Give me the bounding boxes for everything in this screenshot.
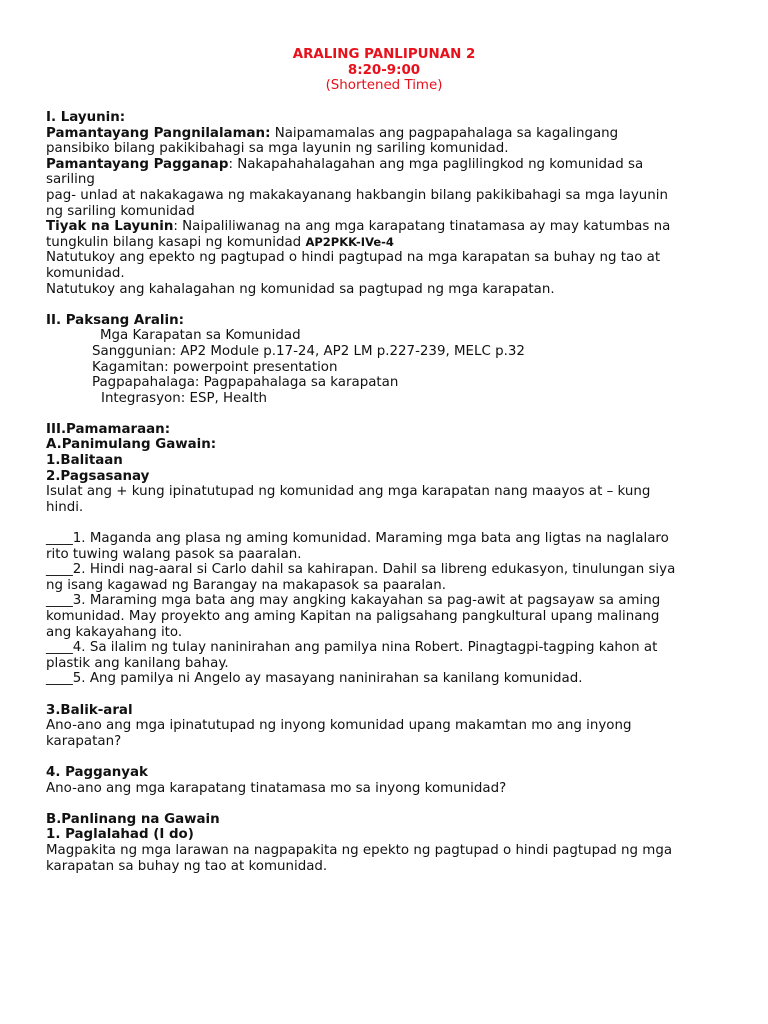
paksa-topic: Mga Karapatan sa Komunidad xyxy=(100,328,301,344)
paksa-pagpapahalaga: Pagpapahalaga: Pagpapahalaga sa karapatan xyxy=(92,375,399,391)
subheading-balikaral: 3.Balik-aral xyxy=(46,702,133,718)
subheading-panimula: A.Panimulang Gawain: xyxy=(46,437,217,453)
exercise-line: ____5. Ang pamilya ni Angelo ay masayang naninirahan sa kanilang komunidad. xyxy=(46,671,583,687)
spacer xyxy=(46,515,726,531)
paglalahad-line1: Magpakita ng mga larawan na nagpapakita ng epekto ng pagtupad o hindi pagtupad ng mga xyxy=(46,842,673,858)
tiyak-line2 xyxy=(46,235,726,251)
objective-1-line2: komunidad. xyxy=(46,265,125,281)
balikaral-line2: karapatan? xyxy=(46,733,122,749)
pagganap-paragraph xyxy=(46,157,726,173)
spacer xyxy=(46,687,726,703)
exercise-line: plastik ang kanilang bahay. xyxy=(46,655,229,671)
subheading-balitaan: 1.Balitaan xyxy=(46,453,123,469)
pangnilalaman-paragraph xyxy=(46,126,726,142)
document-body xyxy=(46,110,726,874)
spacer xyxy=(46,297,726,313)
tiyak-line2-text: tungkulin bilang kasapi ng komunidad xyxy=(46,234,306,250)
pagganap-text: : Nakapahahalagahan ang mga paglilingkod ng komunidad sa xyxy=(228,156,644,172)
section-heading-paksa: II. Paksang Aralin: xyxy=(46,312,184,328)
exercise-line: rito tuwing walang pasok sa paaralan. xyxy=(46,546,302,562)
paksa-integrasyon: Integrasyon: ESP, Health xyxy=(101,390,268,406)
exercise-line: ____3. Maraming mga bata ang may angking kakayahan sa pag-awit at pagsayaw sa aming xyxy=(46,593,661,609)
pagganap-line3: pag- unlad at nakakagawa ng makakayanang hakbangin bilang pakikibahagi sa mga layunin xyxy=(46,187,668,203)
exercise-line: ____4. Sa ilalim ng tulay naninirahan ang pamilya nina Robert. Pinagtagpi-tagping kahon at xyxy=(46,640,658,656)
instruction-line1: Isulat ang + kung ipinatutupad ng komunidad ang mga karapatan nang maayos at – kung xyxy=(46,484,651,500)
section-heading-layunin: I. Layunin: xyxy=(46,110,126,125)
subheading-paglalahad: 1. Paglalahad (I do) xyxy=(46,827,194,843)
objective-2: Natutukoy ang kahalagahan ng komunidad sa pagtupad ng mga karapatan. xyxy=(46,281,555,297)
instruction-line2: hindi. xyxy=(46,499,84,515)
tiyak-text: : Naipaliliwanag na ang mga karapatang tinatamasa ay may katumbas na xyxy=(173,219,671,235)
exercise-line: ang kakayahang ito. xyxy=(46,624,183,640)
spacer xyxy=(46,796,726,812)
exercise-line: ng isang kagawad ng Barangay na makapasok sa paaralan. xyxy=(46,577,446,593)
document-header xyxy=(0,47,768,94)
melc-code: AP2PKK-IVe-4 xyxy=(305,234,394,249)
pagganyak-text: Ano-ano ang mga karapatang tinatamasa mo sa inyong komunidad? xyxy=(46,780,507,796)
exercise-line: ____1. Maganda ang plasa ng aming komunidad. Maraming mga bata ang ligtas na naglalaro xyxy=(46,531,669,547)
pangnilalaman-label: Pamantayang Pangnilalaman: xyxy=(46,125,271,141)
exercise-line: ____2. Hindi nag-aaral si Carlo dahil sa kahirapan. Dahil sa libreng edukasyon, tinulungan siya xyxy=(46,562,676,578)
pangnilalaman-text: Naipamamalas ang pagpapahalaga sa kagalingang xyxy=(270,125,619,141)
balikaral-line1: Ano-ano ang mga ipinatutupad ng inyong komunidad upang makamtan mo ang inyong xyxy=(46,718,632,734)
tiyak-paragraph xyxy=(46,219,726,235)
pagganap-line2: sariling xyxy=(46,172,95,188)
time-slot: 8:20-9:00 xyxy=(347,62,421,78)
pagganap-line4: ng sariling komunidad xyxy=(46,203,195,219)
paksa-sanggunian: Sanggunian: AP2 Module p.17-24, AP2 LM p.227-239, MELC p.32 xyxy=(92,343,525,359)
exercise-line: komunidad. May proyekto ang aming Kapitan na paligsahang pangkultural upang malinang xyxy=(46,609,660,624)
paglalahad-line2: karapatan sa buhay ng tao at komunidad. xyxy=(46,858,328,874)
spacer xyxy=(46,749,726,765)
pangnilalaman-line2: pansibiko bilang pakikibahagi sa mga layunin ng sariling komunidad. xyxy=(46,141,509,157)
pagganap-label: Pamantayang Pagganap xyxy=(46,156,229,172)
tiyak-label: Tiyak na Layunin xyxy=(46,219,174,235)
spacer xyxy=(46,406,726,422)
time-note: (Shortened Time) xyxy=(325,78,443,94)
section-heading-pamamaraan: III.Pamamaraan: xyxy=(46,421,171,437)
subheading-pagganyak: 4. Pagganyak xyxy=(46,764,148,780)
subheading-pagsasanay: 2.Pagsasanay xyxy=(46,468,150,484)
subheading-panlinang: B.Panlinang na Gawain xyxy=(46,811,220,827)
objective-1-line1: Natutukoy ang epekto ng pagtupad o hindi pagtupad na mga karapatan sa buhay ng tao at xyxy=(46,250,661,266)
paksa-kagamitan: Kagamitan: powerpoint presentation xyxy=(92,359,338,375)
subject-title: ARALING PANLIPUNAN 2 xyxy=(292,47,476,62)
